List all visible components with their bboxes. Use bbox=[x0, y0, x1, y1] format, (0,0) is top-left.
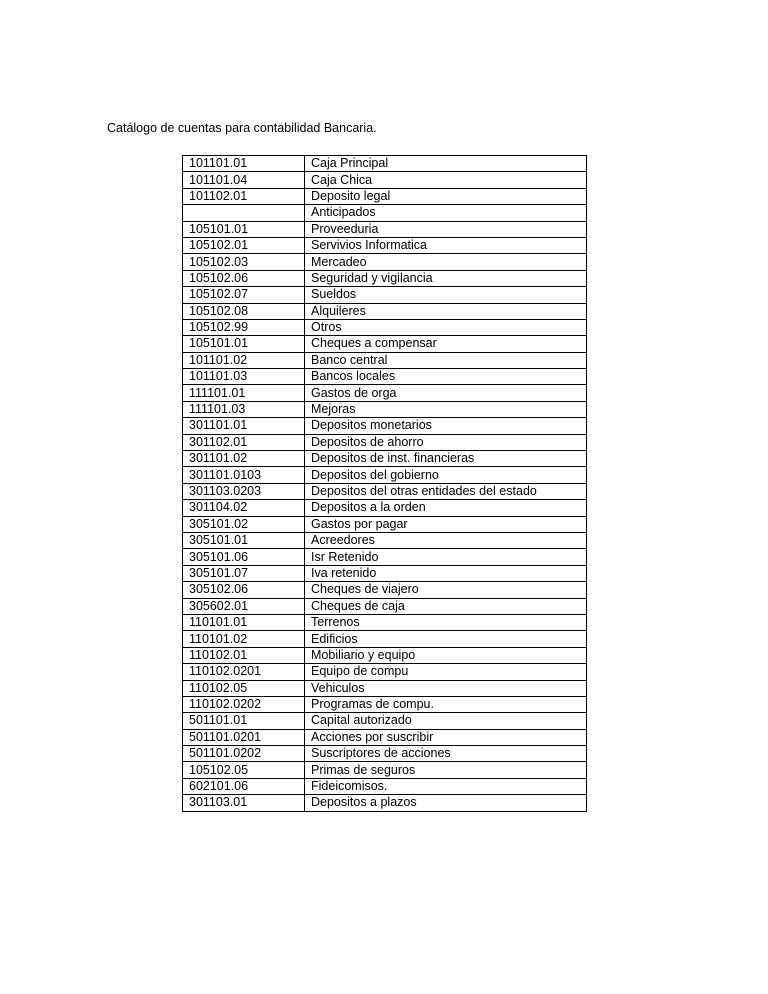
account-code-cell: 305602.01 bbox=[183, 598, 305, 614]
account-code-cell: 101101.03 bbox=[183, 369, 305, 385]
account-code-cell: 305101.06 bbox=[183, 549, 305, 565]
table-row bbox=[183, 352, 587, 368]
account-name-cell: Anticipados bbox=[305, 205, 587, 221]
account-name-cell: Mejoras bbox=[305, 401, 587, 417]
table-row bbox=[183, 664, 587, 680]
account-name-cell: Banco central bbox=[305, 352, 587, 368]
account-name-cell: Depositos del otras entidades del estado bbox=[305, 483, 587, 499]
account-code-cell: 305102.06 bbox=[183, 582, 305, 598]
account-name-cell: Depositos a plazos bbox=[305, 795, 587, 811]
account-code-cell: 501101.01 bbox=[183, 713, 305, 729]
table-row bbox=[183, 483, 587, 499]
table-row bbox=[183, 729, 587, 745]
account-code-cell: 105102.05 bbox=[183, 762, 305, 778]
account-name-cell: Otros bbox=[305, 319, 587, 335]
accounts-table-body bbox=[183, 156, 587, 812]
account-name-cell: Cheques de viajero bbox=[305, 582, 587, 598]
account-code-cell: 101101.02 bbox=[183, 352, 305, 368]
table-row bbox=[183, 565, 587, 581]
table-row bbox=[183, 303, 587, 319]
account-name-cell: Depositos de ahorro bbox=[305, 434, 587, 450]
account-code-cell: 110102.01 bbox=[183, 647, 305, 663]
account-code-cell: 501101.0201 bbox=[183, 729, 305, 745]
table-row bbox=[183, 172, 587, 188]
account-name-cell: Mobiliario y equipo bbox=[305, 647, 587, 663]
account-code-cell: 105102.07 bbox=[183, 287, 305, 303]
account-code-cell: 111101.01 bbox=[183, 385, 305, 401]
account-code-cell: 110102.05 bbox=[183, 680, 305, 696]
table-row bbox=[183, 631, 587, 647]
table-row bbox=[183, 156, 587, 172]
account-code-cell: 105102.06 bbox=[183, 270, 305, 286]
account-code-cell: 301103.01 bbox=[183, 795, 305, 811]
account-code-cell: 111101.03 bbox=[183, 401, 305, 417]
table-row bbox=[183, 762, 587, 778]
account-code-cell: 105102.03 bbox=[183, 254, 305, 270]
account-name-cell: Bancos locales bbox=[305, 369, 587, 385]
account-name-cell: Gastos de orga bbox=[305, 385, 587, 401]
table-row bbox=[183, 746, 587, 762]
account-code-cell: 110101.01 bbox=[183, 614, 305, 630]
account-name-cell: Caja Chica bbox=[305, 172, 587, 188]
account-code-cell: 305101.07 bbox=[183, 565, 305, 581]
table-row bbox=[183, 598, 587, 614]
account-name-cell: Depositos monetarios bbox=[305, 418, 587, 434]
account-code-cell: 305101.01 bbox=[183, 532, 305, 548]
account-code-cell: 101102.01 bbox=[183, 188, 305, 204]
table-row bbox=[183, 336, 587, 352]
table-row bbox=[183, 254, 587, 270]
table-row bbox=[183, 221, 587, 237]
account-code-cell: 301103.0203 bbox=[183, 483, 305, 499]
accounts-table bbox=[182, 155, 587, 812]
account-code-cell: 110101.02 bbox=[183, 631, 305, 647]
table-row bbox=[183, 778, 587, 794]
table-row bbox=[183, 270, 587, 286]
table-row bbox=[183, 401, 587, 417]
account-name-cell: Depositos a la orden bbox=[305, 500, 587, 516]
table-row bbox=[183, 418, 587, 434]
account-name-cell: Edificios bbox=[305, 631, 587, 647]
account-code-cell: 110102.0201 bbox=[183, 664, 305, 680]
table-row bbox=[183, 434, 587, 450]
table-row bbox=[183, 385, 587, 401]
account-code-cell: 301102.01 bbox=[183, 434, 305, 450]
account-name-cell: Mercadeo bbox=[305, 254, 587, 270]
account-name-cell: Primas de seguros bbox=[305, 762, 587, 778]
account-code-cell: 301101.0103 bbox=[183, 467, 305, 483]
table-row bbox=[183, 582, 587, 598]
account-code-cell: 501101.0202 bbox=[183, 746, 305, 762]
account-name-cell: Fideicomisos. bbox=[305, 778, 587, 794]
account-code-cell: 105102.01 bbox=[183, 237, 305, 253]
account-name-cell: Iva retenido bbox=[305, 565, 587, 581]
table-row bbox=[183, 451, 587, 467]
account-name-cell: Alquileres bbox=[305, 303, 587, 319]
account-name-cell: Caja Principal bbox=[305, 156, 587, 172]
account-code-cell: 301101.01 bbox=[183, 418, 305, 434]
account-code-cell: 301104.02 bbox=[183, 500, 305, 516]
account-name-cell: Gastos por pagar bbox=[305, 516, 587, 532]
table-row bbox=[183, 680, 587, 696]
table-row bbox=[183, 188, 587, 204]
account-name-cell: Servivios Informatica bbox=[305, 237, 587, 253]
account-name-cell: Acciones por suscribir bbox=[305, 729, 587, 745]
account-name-cell: Terrenos bbox=[305, 614, 587, 630]
account-name-cell: Cheques de caja bbox=[305, 598, 587, 614]
account-code-cell: 105101.01 bbox=[183, 336, 305, 352]
table-row bbox=[183, 237, 587, 253]
account-name-cell: Vehiculos bbox=[305, 680, 587, 696]
account-name-cell: Isr Retenido bbox=[305, 549, 587, 565]
account-code-cell: 305101.02 bbox=[183, 516, 305, 532]
table-row bbox=[183, 369, 587, 385]
account-code-cell bbox=[183, 205, 305, 221]
table-row bbox=[183, 549, 587, 565]
account-name-cell: Seguridad y vigilancia bbox=[305, 270, 587, 286]
account-name-cell: Sueldos bbox=[305, 287, 587, 303]
table-row bbox=[183, 287, 587, 303]
table-row bbox=[183, 500, 587, 516]
account-name-cell: Suscriptores de acciones bbox=[305, 746, 587, 762]
table-row bbox=[183, 696, 587, 712]
account-name-cell: Programas de compu. bbox=[305, 696, 587, 712]
table-row bbox=[183, 532, 587, 548]
account-code-cell: 105102.99 bbox=[183, 319, 305, 335]
document-title: Catálogo de cuentas para contabilidad Bancaria. bbox=[107, 121, 377, 135]
account-name-cell: Depositos de inst. financieras bbox=[305, 451, 587, 467]
account-name-cell: Equipo de compu bbox=[305, 664, 587, 680]
table-row bbox=[183, 795, 587, 811]
table-row bbox=[183, 205, 587, 221]
table-row bbox=[183, 647, 587, 663]
account-code-cell: 101101.01 bbox=[183, 156, 305, 172]
account-name-cell: Deposito legal bbox=[305, 188, 587, 204]
account-name-cell: Depositos del gobierno bbox=[305, 467, 587, 483]
account-code-cell: 110102.0202 bbox=[183, 696, 305, 712]
account-name-cell: Cheques a compensar bbox=[305, 336, 587, 352]
account-name-cell: Acreedores bbox=[305, 532, 587, 548]
account-code-cell: 301101.02 bbox=[183, 451, 305, 467]
table-row bbox=[183, 319, 587, 335]
account-code-cell: 101101.04 bbox=[183, 172, 305, 188]
account-name-cell: Capital autorizado bbox=[305, 713, 587, 729]
account-code-cell: 105101.01 bbox=[183, 221, 305, 237]
table-row bbox=[183, 713, 587, 729]
account-code-cell: 105102.08 bbox=[183, 303, 305, 319]
account-code-cell: 602101.06 bbox=[183, 778, 305, 794]
account-name-cell: Proveeduria bbox=[305, 221, 587, 237]
table-row bbox=[183, 467, 587, 483]
table-row bbox=[183, 516, 587, 532]
table-row bbox=[183, 614, 587, 630]
